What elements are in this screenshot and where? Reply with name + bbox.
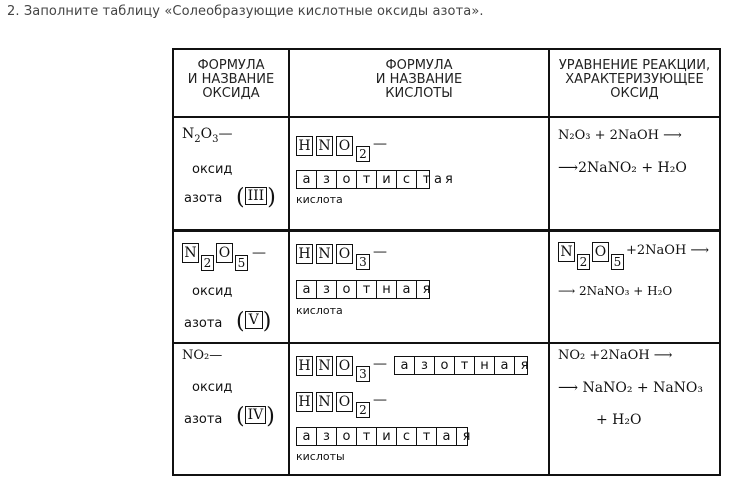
row2-oxide-n: N: [182, 243, 199, 263]
row1-acid-word: кислота: [296, 193, 343, 206]
header-oxide: [174, 59, 288, 101]
row3-acid1-h: H: [296, 356, 313, 376]
row3-eq-line3: + H₂O: [596, 412, 642, 428]
row3-acid2-index: 2: [356, 402, 370, 418]
header-divider: [172, 116, 721, 118]
row3-acid1-dash: —: [373, 356, 387, 372]
row3-acid2-letter: я: [462, 429, 471, 444]
row2-acid-h: H: [296, 244, 313, 264]
row1-oxide-o: O: [200, 126, 213, 142]
row3-acid2-h: H: [296, 392, 313, 412]
col-divider-2: [548, 48, 550, 476]
row2-acid-letter: о: [337, 281, 357, 298]
row2-oxide-word: оксид: [192, 284, 233, 299]
row1-acid-o: O: [336, 136, 353, 156]
row3-acid1-letter: а: [495, 357, 515, 374]
row3-eq-line1: NO₂ +2NaOH ⟶: [558, 348, 673, 363]
header-eq-line1: УРАВНЕНИЕ РЕАКЦИИ,: [558, 58, 711, 73]
row1-acid-h: H: [296, 136, 313, 156]
row3-valence: ( IV ): [236, 404, 275, 429]
row2-acid-letter: з: [317, 281, 337, 298]
row3-acid2-n: N: [316, 392, 333, 412]
row2-eq-line2: ⟶ 2NaNO₃ + H₂O: [558, 284, 673, 298]
header-eq-line3: ОКСИД: [610, 86, 659, 101]
row3-acid1-letter: н: [475, 357, 495, 374]
row1-element-word: азота: [184, 191, 223, 206]
table-border-right: [719, 48, 721, 476]
row1-acid-letter: с: [397, 171, 417, 188]
header-oxide-line3: ОКСИДА: [202, 86, 260, 101]
row2-acid-letter: а: [297, 281, 317, 298]
row2-eq-n: N: [558, 242, 575, 262]
header-equation: [550, 59, 719, 101]
row3-acid2-letter: а: [297, 428, 317, 445]
row3-acid2-letter: с: [397, 428, 417, 445]
row2-acid-n: N: [316, 244, 333, 264]
row1-acid-letter: т: [357, 171, 377, 188]
row1-oxide-sub1: 2: [194, 133, 201, 145]
row3-acid2-letter: т: [417, 428, 437, 445]
row2-acid-name-boxes: [296, 280, 430, 299]
row3-acid2-letter: а: [437, 428, 457, 445]
row1-acid-letter: а: [297, 171, 317, 188]
row3-acid1-index: 3: [356, 366, 370, 382]
table-border-top: [172, 48, 721, 50]
row3-acid2-letter: т: [357, 428, 377, 445]
row1-oxide-n: N: [182, 126, 195, 142]
row1-oxide-word: оксид: [192, 162, 233, 177]
table-border-bottom: [172, 474, 721, 476]
row3-oxide-formula: NO₂—: [182, 348, 223, 363]
row2-eq-sub2: 5: [611, 254, 624, 270]
header-oxide-line1: ФОРМУЛА: [197, 58, 265, 73]
row1-acid-letter: з: [317, 171, 337, 188]
row3-acid1-o: O: [336, 356, 353, 376]
row2-acid-letter: а: [397, 281, 417, 298]
row3-acid2-dash: —: [373, 392, 387, 408]
task-title: 2. Заполните таблицу «Солеобразующие кислотные оксиды азота».: [7, 4, 484, 19]
row3-acid2-o: O: [336, 392, 353, 412]
row3-eq-line2: ⟶ NaNO₂ + NaNO₃: [558, 380, 704, 396]
row2-acid-o: O: [336, 244, 353, 264]
row1-acid-letter: о: [337, 171, 357, 188]
row3-acid2-letter: з: [317, 428, 337, 445]
row3-acid1-letter: т: [455, 357, 475, 374]
row2-acid-letter: я: [422, 282, 431, 297]
row3-acid1-letter: я: [520, 358, 529, 373]
header-acid: [290, 59, 548, 101]
row3-acid2-name-boxes: [296, 427, 471, 446]
row2-acid-letter: н: [377, 281, 397, 298]
row2-oxide-o: O: [216, 243, 233, 263]
row1-oxide-sub2: 3: [212, 133, 219, 145]
row2-oxide-sub1: 2: [201, 255, 214, 271]
row3-acid2-letter: о: [337, 428, 357, 445]
row3-oxide-word: оксид: [192, 380, 233, 395]
oxides-table: [172, 48, 721, 476]
header-acid-line3: КИСЛОТЫ: [385, 86, 453, 101]
row2-acid-index: 3: [356, 254, 370, 270]
row2-valence-box: V: [245, 311, 263, 329]
row-divider-1: [172, 229, 721, 232]
row1-oxide-formula: [182, 126, 232, 145]
row2-element-word: азота: [184, 316, 223, 331]
header-acid-line1: ФОРМУЛА: [385, 58, 453, 73]
row3-acid1-name-boxes: [394, 356, 528, 375]
row2-acid-word: кислота: [296, 304, 343, 317]
row3-acid1-letter: а: [395, 357, 415, 374]
row1-valence-box: III: [245, 187, 268, 205]
row1-acid-name-tail: ая: [434, 172, 456, 187]
row2-acid-dash: —: [373, 244, 387, 260]
row3-acid2-letter: и: [377, 428, 397, 445]
row1-acid-name-boxes: [296, 170, 430, 189]
row2-eq-sub1: 2: [577, 254, 590, 270]
row1-acid-letter: и: [377, 171, 397, 188]
row2-eq-o: O: [592, 242, 609, 262]
row1-acid-n: N: [316, 136, 333, 156]
row3-valence-box: IV: [245, 406, 267, 424]
header-eq-line2: ХАРАКТЕРИЗУЮЩЕЕ: [565, 72, 704, 87]
row1-valence: ( III ): [236, 185, 276, 210]
row1-eq-line1: N₂O₃ + 2NaOH ⟶: [558, 128, 682, 143]
row-divider-2: [172, 342, 721, 344]
row3-element-word: азота: [184, 412, 223, 427]
table-border-left: [172, 48, 174, 476]
header-acid-line2: И НАЗВАНИЕ: [375, 72, 463, 87]
row3-acid1-letter: з: [415, 357, 435, 374]
row3-acid1-n: N: [316, 356, 333, 376]
header-oxide-line2: И НАЗВАНИЕ: [187, 72, 275, 87]
row2-valence: ( V ): [236, 309, 272, 334]
row1-eq-line2: ⟶2NaNO₂ + H₂O: [558, 160, 687, 176]
row3-acid-word: кислоты: [296, 450, 345, 463]
row1-acid-letter: т: [422, 172, 431, 187]
col-divider-1: [288, 48, 290, 476]
row2-oxide-dash: —: [252, 245, 266, 261]
row1-oxide-dash: —: [218, 126, 233, 142]
row1-acid-dash: —: [373, 136, 387, 152]
row3-acid1-letter: о: [435, 357, 455, 374]
row2-oxide-sub2: 5: [235, 255, 248, 271]
row2-eq-rest: +2NaOH ⟶: [626, 243, 710, 258]
row1-acid-index: 2: [356, 146, 370, 162]
row2-acid-letter: т: [357, 281, 377, 298]
